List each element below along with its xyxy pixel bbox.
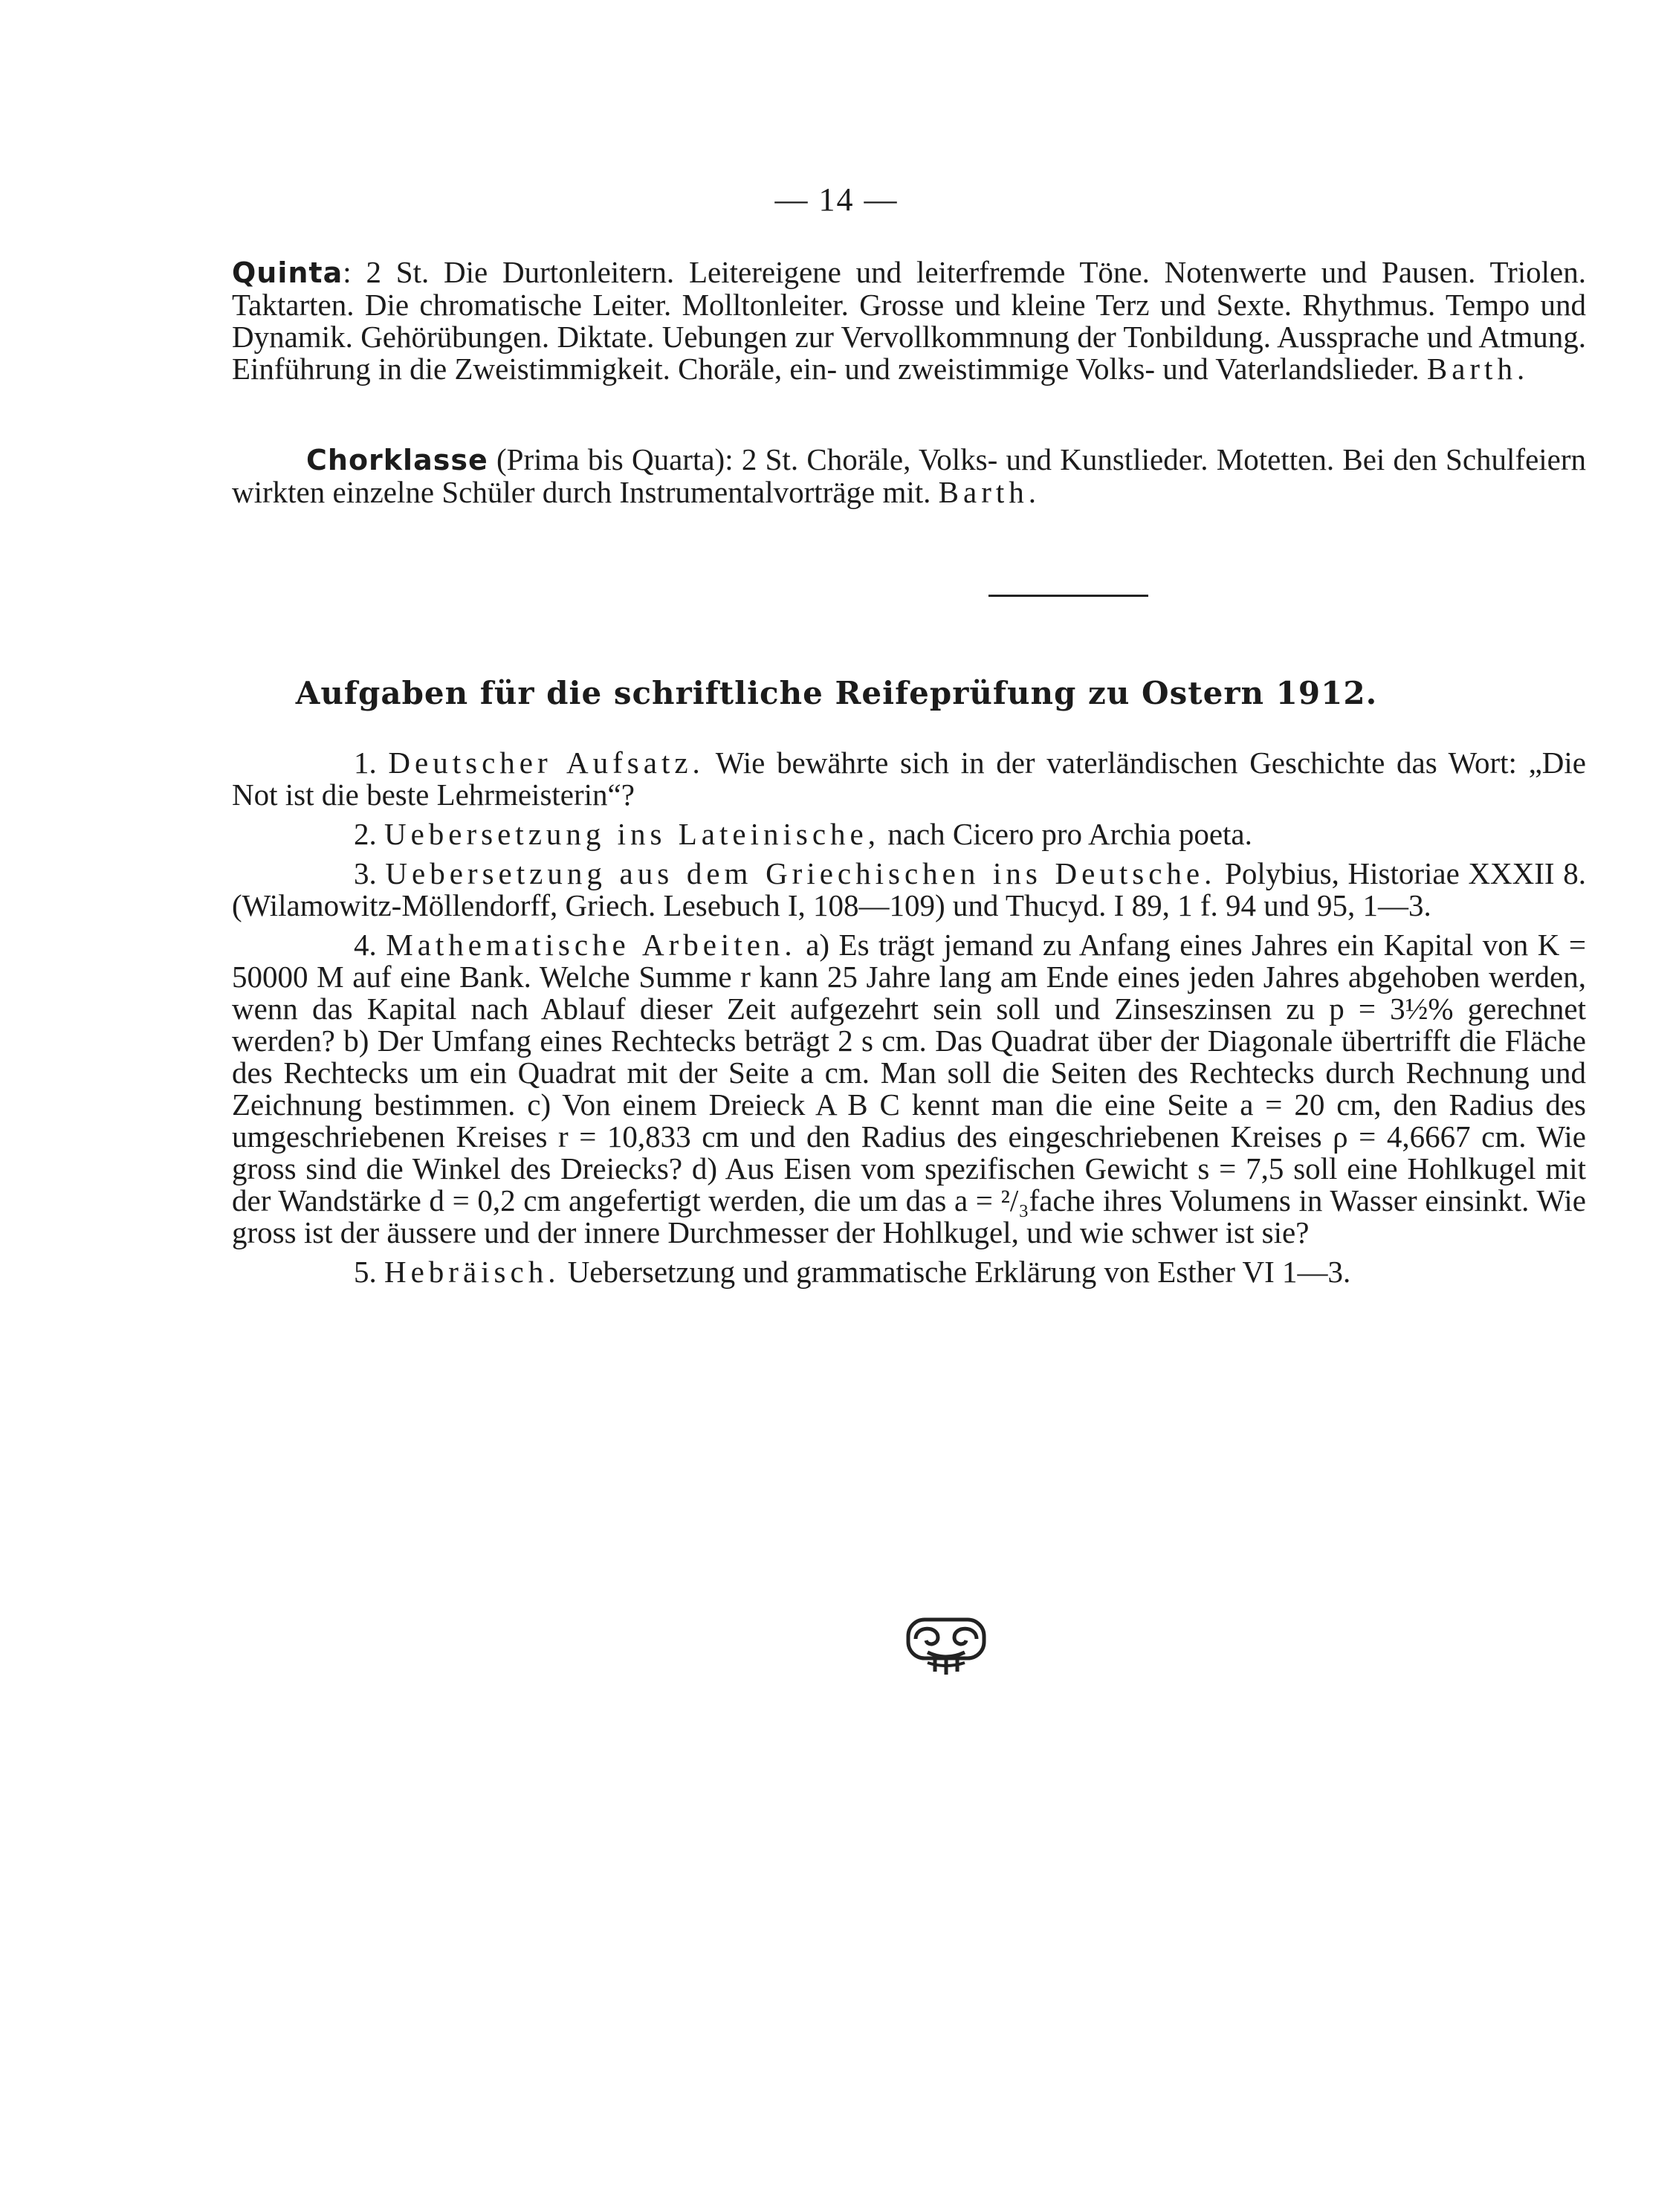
task-text: nach Cicero pro Archia poeta. [887,817,1252,851]
task-1 [232,747,1586,811]
quinta-title: Quinta [232,256,343,289]
task-text: a) Es trägt jemand zu Anfang eines Jahres ein Kapital von K = 50000 M auf eine Bank. Welche Summe r kann 25 Jahre lang am Ende eines jeden Jahres abgehoben werden, wenn das Kapital nach Ablauf dieser Zeit aufgezehrt sein soll und Zinseszinsen zu p = 3½% gerechnet werden? b) Der Umfang eines Rechtecks beträgt 2 s cm. Das Quadrat über der Diagonale übertrifft die Fläche des Rechtecks um ein Quadrat mit der Seite a cm. Man soll die Seiten des Rechtecks durch Rechnung und Zeichnung bestimmen. c) Von einem Dreieck A B C kennt man die eine Seite a = 20 cm, den Radius des umgeschriebenen Kreises r = 10,833 cm und den Radius des eingeschriebenen Kreises ρ = 4,6667 cm. Wie gross sind die Winkel des Dreiecks? d) Aus Eisen vom spezifischen Gewicht s = 7,5 soll eine Hohlkugel mit der Wandstärke d = 0,2 cm angefertigt werden, die um das a = ²/₃fache ihres Volumens in Wasser einsinkt. Wie gross ist der äussere und der innere Durchmesser der Hohlkugel, und wie schwer ist sie? [232,928,1587,1249]
chorklasse-teacher: Barth. [938,475,1041,509]
task-text: Polybius, Historiae XXXII 8. (Wilamowitz-Möllendorff, Griech. Lesebuch I, 108—109) und Thucyd. I 89, 1 f. 94 und 95, 1—3. [232,856,1586,922]
task-label: Uebersetzung aus dem Griechischen ins Deutsche. [385,856,1217,890]
task-label: Hebräisch. [384,1255,560,1289]
chorklasse-text: (Prima bis Quarta): 2 St. Choräle, Volks- und Kunstlieder. Motetten. Bei den Schulfeiern wirkten einzelne Schüler durch Instrumentalvorträge mit. [232,442,1587,509]
task-text: Uebersetzung und grammatische Erklärung von Esther VI 1—3. [567,1255,1351,1289]
task-number: 3. [354,856,377,890]
section-divider [988,595,1148,597]
page-number: — 14 — [774,181,899,218]
chorklasse-title: Chorklasse [306,444,488,476]
task-5 [232,1256,1586,1288]
task-label: Mathematische Arbeiten. [386,928,797,962]
task-number: 5. [354,1255,377,1289]
quinta-text: : 2 St. Die Durtonleitern. Leitereigene und leiterfremde Töne. Notenwerte und Pausen. Triolen. Taktarten. Die chromatische Leiter. Molltonleiter. Grosse und kleine Terz und Sexte. Rhythmus. Tempo und Dynamik. Gehörübungen. Diktate. Uebungen zur Vervollkommnung der Tonbildung. Aussprache und Atmung. Einführung in die Zweistimmigkeit. Choräle, ein- und zweistimmige Volks- und Vaterlandslieder. [232,255,1586,386]
section-quinta [232,256,1586,385]
task-3 [232,858,1586,922]
task-4 [232,929,1586,1249]
task-2 [232,818,1586,850]
task-number: 2. [354,817,377,851]
task-label: Uebersetzung ins Lateinische, [384,817,880,851]
exam-heading: Aufgaben für die schriftliche Reifeprüfung zu Ostern 1912. [295,675,1378,711]
task-text: Wie bewährte sich in der vaterländischen Geschichte das Wort: „Die Not ist die beste Lehrmeisterin“? [232,746,1587,812]
exam-tasks [232,747,1586,1288]
scroll-ornament-icon [905,1615,987,1676]
section-chorklasse [232,444,1586,508]
task-number: 1. [354,746,377,780]
task-label: Deutscher Aufsatz. [388,746,705,780]
task-number: 4. [354,928,377,962]
quinta-teacher: Barth. [1426,352,1530,386]
